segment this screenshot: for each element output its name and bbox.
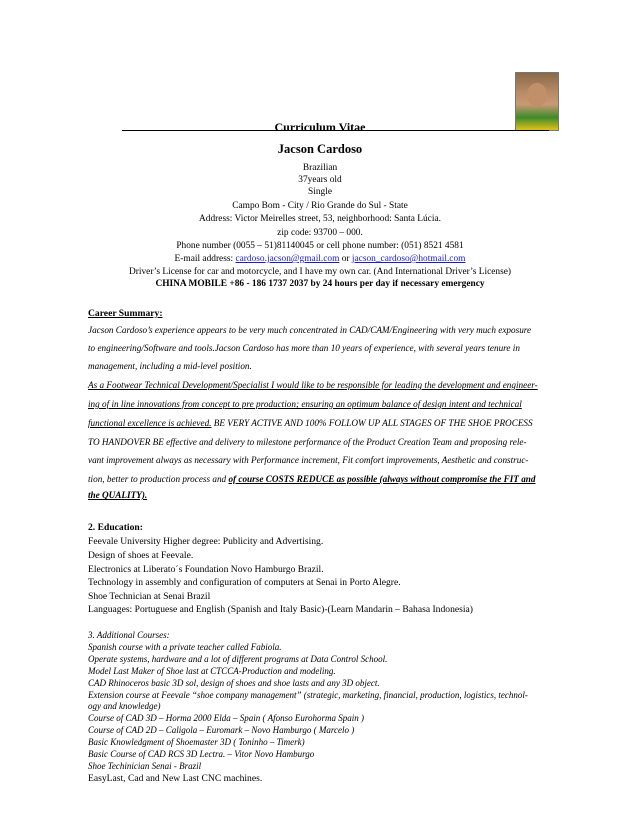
- career-highlight: functional excellence is achieved.: [88, 418, 212, 428]
- career-line: to engineering/Software and tools.Jacson Cardoso has more than 10 years of experience, with several years tenure in: [88, 343, 520, 353]
- education-heading: 2. Education:: [88, 522, 143, 533]
- email-link-hotmail[interactable]: jacson_cardoso@hotmail.com: [351, 254, 466, 264]
- course-item: Basic Knowledgment of Shoemaster 3D ( Toninho – Timerk): [88, 737, 305, 747]
- course-item: Model Last Maker of Shoe last at CTCCA-Production and modeling.: [88, 666, 336, 676]
- email-line: [60, 253, 580, 265]
- zip-code: zip code: 93700 – 000.: [277, 228, 363, 238]
- course-item: Course of CAD 2D – Caligola – Euromark – Novo Hamburgo ( Marcelo ): [88, 725, 355, 735]
- document-title: Curriculum Vitae: [274, 120, 366, 134]
- education-item: Feevale University Higher degree: Publicity and Advertising.: [88, 536, 324, 547]
- city: Campo Bom - City / Rio Grande do Sul - State: [232, 201, 408, 211]
- email-link-gmail[interactable]: cardoso.jacson@gmail.com: [235, 254, 340, 264]
- course-item: ogy and knowledge): [88, 701, 161, 711]
- marital-status: Single: [308, 187, 332, 197]
- course-item: Course of CAD 3D – Horma 2000 Elda – Spain ( Afonso Eurohorma Spain ): [88, 713, 365, 723]
- career-line: [88, 474, 558, 484]
- course-item: Basic Course of CAD RCS 3D Lectra. – Vitor Novo Hamburgo: [88, 749, 315, 759]
- course-item: Spanish course with a private teacher called Fabiola.: [88, 642, 282, 652]
- career-line: management, including a mid-level position.: [88, 361, 252, 371]
- education-item: Electronics at Liberato´s Foundation Novo Hamburgo Brazil.: [88, 564, 324, 575]
- career-line: vant improvement always as necessary with Performance increment, Fit comfort improvements, Aesthetic and construc-: [88, 455, 529, 465]
- driver-license: Driver’s License for car and motorcycle, and I have my own car. (And International Driver’s License): [128, 267, 512, 277]
- course-item: Extension course at Feevale “shoe company management” (strategic, marketing, financial, production, logistics, technol-: [88, 690, 528, 700]
- phone: Phone number (0055 – 51)81140045 or cell phone number: (051) 8521 4581: [176, 241, 464, 251]
- course-last: EasyLast, Cad and New Last CNC machines.: [88, 773, 263, 784]
- career-summary-heading: Career Summary:: [88, 308, 163, 319]
- career-costs: of course COSTS REDUCE as possible (always without compromise the FIT and: [228, 474, 536, 484]
- course-item: CAD Rhinoceros basic 3D sol, design of shoes and shoe lasts and any 3D object.: [88, 678, 380, 688]
- career-line: As a Footwear Technical Development/Specialist I would like to be responsible for leading the development and engineer-: [88, 380, 538, 390]
- education-item: Languages: Portuguese and English (Spanish and Italy Basic)-(Learn Mandarin – Bahasa Indonesia): [88, 604, 473, 615]
- career-line: Jacson Cardoso’s experience appears to be very much concentrated in CAD/CAM/Engineering with very much exposure: [88, 325, 532, 335]
- title-rule: [122, 130, 549, 131]
- person-name: Jacson Cardoso: [277, 142, 363, 156]
- address: Address: Victor Meirelles street, 53, neighborhood: Santa Lúcia.: [199, 214, 441, 224]
- career-text: tion, better to production process and: [88, 474, 229, 484]
- face-shape: [527, 83, 547, 107]
- nationality: Brazilian: [302, 163, 338, 173]
- china-mobile: CHINA MOBILE +86 - 186 1737 2037 by 24 hours per day if necessary emergency: [155, 279, 485, 289]
- career-line: [88, 418, 558, 428]
- career-active: BE VERY ACTIVE AND 100% FOLLOW UP ALL STAGES OF THE SHOE PROCESS: [211, 418, 533, 428]
- career-line: the QUALITY).: [88, 490, 148, 500]
- courses-heading: 3. Additional Courses:: [88, 630, 170, 640]
- course-item: Shoe Techinician Senai - Brazil: [88, 761, 202, 771]
- education-item: Shoe Technician at Senai Brazil: [88, 591, 211, 602]
- course-item: Operate systems, hardware and a lot of different programs at Data Control School.: [88, 654, 388, 664]
- education-item: Design of shoes at Feevale.: [88, 550, 194, 561]
- email-label: E-mail address:: [174, 254, 236, 264]
- age: 37years old: [298, 175, 342, 185]
- email-or: or: [339, 254, 352, 264]
- education-item: Technology in assembly and configuration of computers at Senai in Porto Alegre.: [88, 577, 401, 588]
- career-line: TO HANDOVER BE effective and delivery to milestone performance of the Product Creation Team and proposing rele-: [88, 437, 527, 447]
- career-line: ing of in line innovations from concept to pre production; ensuring an optimum balance of design intent and technical: [88, 399, 522, 409]
